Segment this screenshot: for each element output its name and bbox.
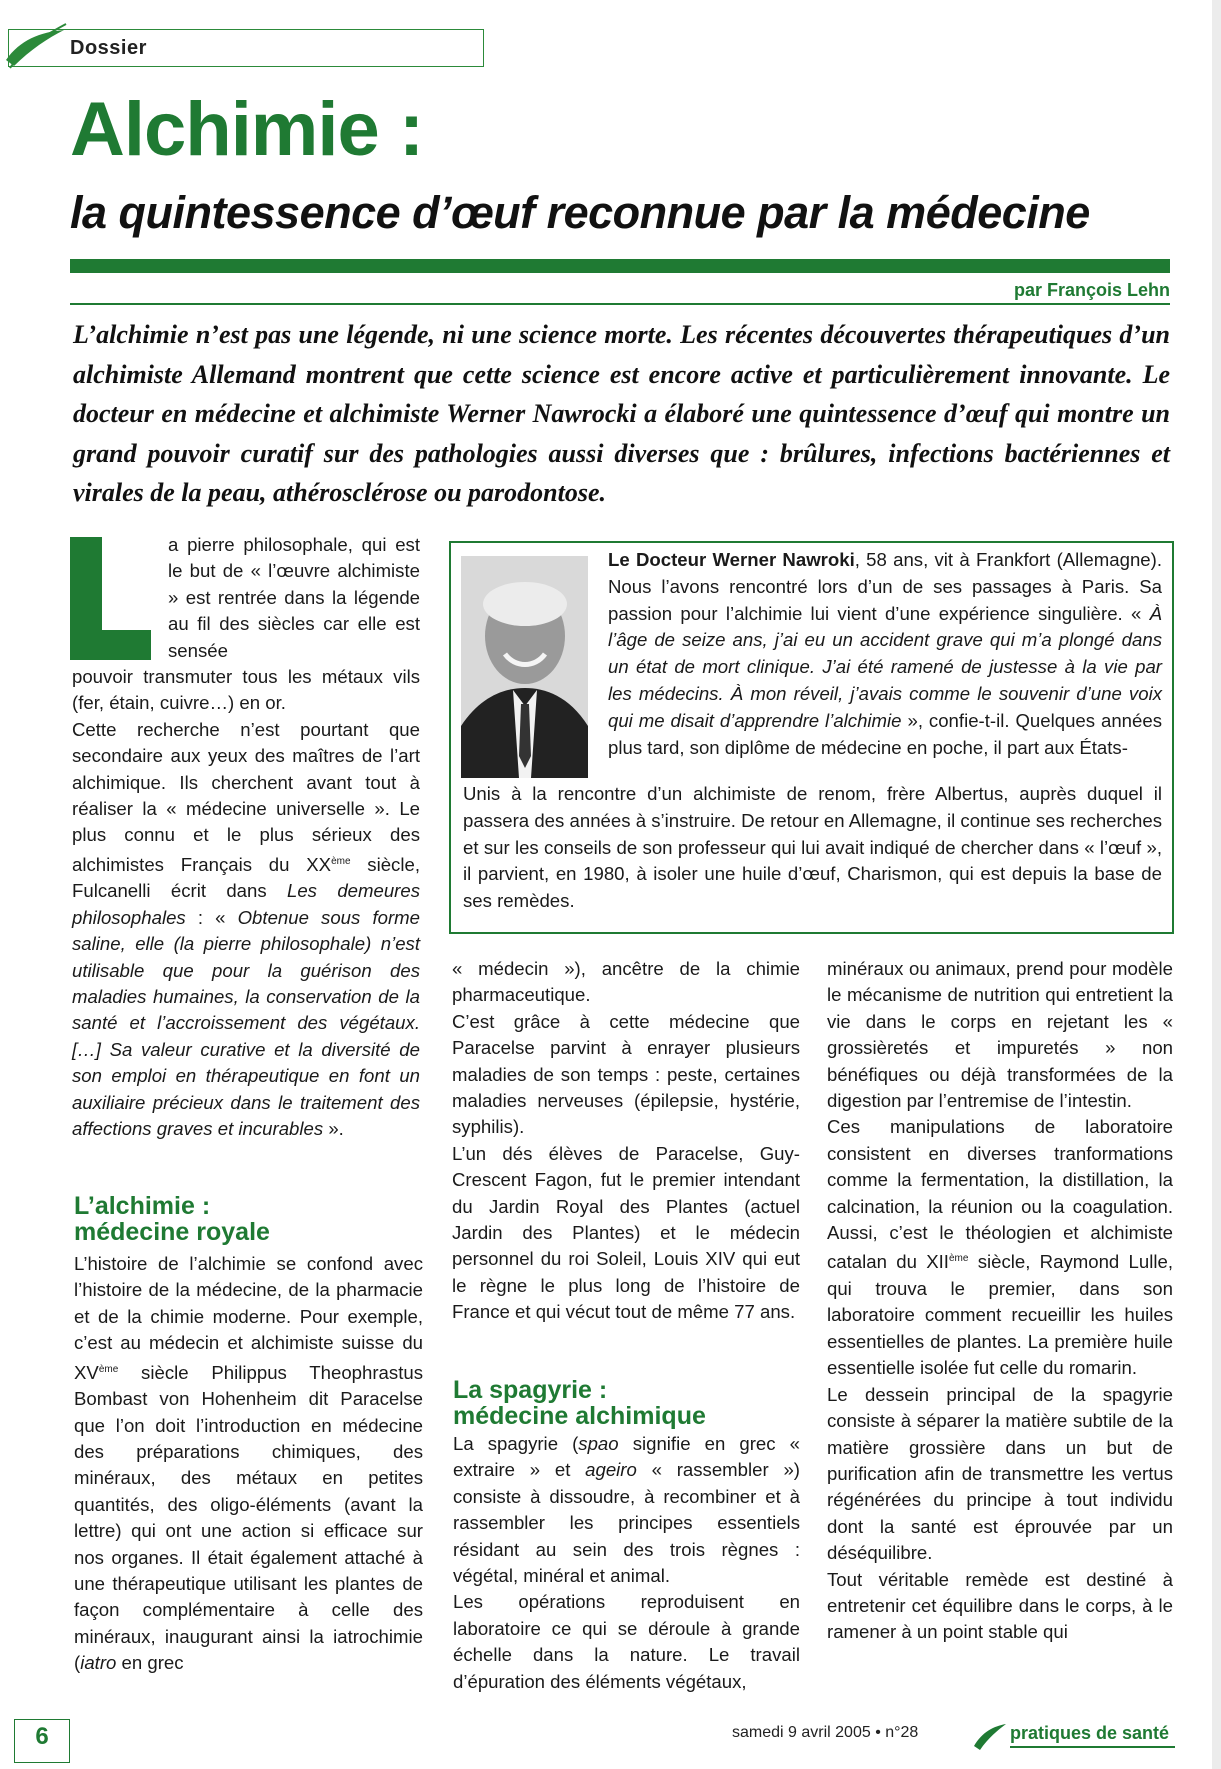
title-rule [70,259,1170,273]
section-heading [74,1193,270,1245]
col1-body [72,664,420,1143]
article-subtitle: la quintessence d’œuf reconnue par la médecine [70,187,1090,238]
text-run: siècle, Fulcanelli écrit dans [72,854,420,902]
portrait-photo [461,556,588,778]
intro-text: a pierre philosophale, qui est le but de « l’œuvre alchimiste » est rentrée dans la légende au fil des siècles car elle est sensée [168,534,420,661]
paragraph: pouvoir transmuter tous les métaux vils (fer, étain, cuivre…) en or. [72,666,420,714]
paragraph [74,1251,423,1677]
paragraph [827,1114,1173,1381]
text-run: « rassembler ») consiste à dissoudre, à recombiner et à rassembler les principes essentiels résidant au sein des trois règnes : végétal, minéral et animal. [453,1459,800,1587]
text-run: : « [185,906,238,928]
text-run: La spagyrie ( [453,1433,579,1454]
col3-body [827,956,1173,1646]
drop-cap [70,537,151,660]
portrait-image [461,556,588,778]
paragraph [72,717,420,1143]
col2-body [452,956,800,1326]
section-heading [453,1377,706,1429]
col2-section [453,1431,800,1695]
byline-rule [70,303,1170,305]
text-run: siècle Philippus Theophrastus Bombast von Hohenheim dit Paracelse que l’on doit l’introduction en médecine des préparations chimiques, des minéraux, des métaux en petites quantités, des oligo-éléments (avant la lettre) qui ont une action si efficace sur nos organes. Il était également attaché à une thérapeutique utilisant les plantes de façon complémentaire à celle des minéraux, inaugurant ainsi la iatrochimie ( [74,1361,423,1674]
quote: Obtenue sous forme saline, elle (la pierre philosophale) n’est utilisable que pour la guérison des maladies humaines, la conservation de la santé et l’accroissement des végétaux. […] Sa valeur curative et la diversité de son emploi en thérapeutique en font un auxiliaire précieux dans le traitement des affections graves et incurables [72,906,420,1140]
brand-leaf-icon [972,1716,1008,1752]
paragraph: Les opérations reproduisent en laboratoire ce qui se déroule à grande échelle dans la nature. Le travail d’épuration des éléments végétaux, [453,1591,800,1692]
text-run: Ces manipulations de laboratoire consistent en diverses tranformations comme la fermentation, la distillation, la calcination, la réunion ou la coagulation. Aussi, c’est le théologien et alchimiste catalan du XII [827,1116,1173,1273]
lede-paragraph: L’alchimie n’est pas une légende, ni une science morte. Les récentes découvertes thérapeutiques d’un alchimiste Allemand montrent que cette science est encore active et particulièrement innovante. Le docteur en médecine et alchimiste Werner Nawrocki a élaboré une quintessence d’œuf qui montre un grand pouvoir curatif sur des pathologies aussi diverses que : brûlures, infections bactériennes et virales de la peau, athérosclérose ou parodontose. [73,320,1170,507]
page-edge [1212,0,1221,1769]
issue-date: samedi 9 avril 2005 • n°28 [732,1724,919,1741]
text-run: , 58 ans, vit à Frankfort (Allemagne). Nous l’avons rencontré lors d’un de ses passages à Paris. Sa passion pour l’alchimie lui vient d’une expérience singulière. « [608,549,1162,624]
heading-line: La spagyrie : [453,1376,608,1404]
drop-cap-glyph [70,537,151,660]
term: spao [578,1433,619,1454]
paragraph [453,1431,800,1589]
col1-intro [168,532,420,664]
heading-line: médecine royale [74,1218,270,1246]
paragraph: Le dessein principal de la spagyrie consiste à séparer la matière subtile de la matière grossière dans un but de purification afin de transmettre les vertus régénérées du principe à tout individu dont la santé est éprouvée par un déséquilibre. [827,1383,1173,1564]
text-run: ». [323,1118,344,1140]
text-run: en grec [116,1652,184,1674]
box-text-top [608,547,1162,761]
magazine-brand: pratiques de santé [1010,1723,1170,1743]
paragraph: C’est grâce à cette médecine que Paracelse parvint à enrayer plusieurs maladies de son temps : peste, certaines maladies nerveuses (épilepsie, hystérie, syphilis). [452,1010,800,1138]
section-label: Dossier [70,37,147,59]
heading-line: L’alchimie : [74,1192,211,1220]
paragraph: Tout véritable remède est destiné à entretenir cet équilibre dans le corps, à le ramener à un point stable qui [827,1568,1173,1643]
paragraph: « médecin »), ancêtre de la chimie pharmaceutique. [452,958,800,1006]
superscript: ème [331,855,351,867]
superscript: ème [98,1363,119,1375]
profile-name: Le Docteur Werner Nawroki [608,549,855,570]
book-title: Les demeures philosophales [72,880,420,928]
term: ageiro [585,1459,637,1481]
text-run: siècle, Raymond Lulle, qui trouva le premier, dans son laboratoire comment recueillir les huiles essentielles de plantes. La première huile essentielle isolée fut celle du romarin. [827,1251,1173,1379]
col1-section [74,1251,423,1677]
text-run: L’histoire de l’alchimie se confond avec l’histoire de la médecine, de la pharmacie et de la chimie moderne. Pour exemple, c’est au médecin et alchimiste suisse du XV [74,1253,423,1383]
text-run: », confie-t-il. Quelques années plus tard, son diplôme de médecine en poche, il part aux États- [608,709,1162,758]
term: iatro [80,1652,117,1674]
heading-line: médecine alchimique [453,1402,706,1430]
text-run: Cette recherche n’est pourtant que secondaire aux yeux des maîtres de l’art alchimique. Ils cherchent avant tout à réaliser la « médecine universelle ». Le plus connu et le plus sérieux des alchimistes Français du XX [72,718,420,876]
box-text-bottom: Unis à la rencontre d’un alchimiste de renom, frère Albertus, auprès duquel il passera des années à s’instruire. De retour en Allemagne, il continue ses recherches et sur les conseils de son professeur qui lui avait indiqué de chercher dans « l’œuf », il parvient, en 1980, à isoler une huile d’œuf, Charismon, qui est depuis la base de ses remèdes. [463,783,1162,912]
quote: À l’âge de seize ans, j’ai eu un accident grave qui m’a plongé dans un état de mort clinique. J’ai été ramené de justesse à la vie par les médecins. À mon réveil, j’avais comme le souvenir d’une voix qui me disait d’apprendre l’alchimie [608,602,1162,731]
article-title: Alchimie : [70,87,424,172]
paragraph: minéraux ou animaux, prend pour modèle le mécanisme de nutrition qui entretient la vie dans le corps en rejetant les « grossièretés et impuretés » non bénéfiques ou déjà transformées de la digestion par l’entremise de l’intestin. [827,958,1173,1112]
byline: par François Lehn [1013,280,1170,300]
superscript: ème [948,1253,969,1265]
brand-rule [1010,1746,1175,1748]
text-run: signifie en grec « extraire » et [453,1433,800,1481]
page-number: 6 [35,1723,49,1750]
paragraph: L’un dés élèves de Paracelse, Guy-Crescent Fagon, fut le premier intendant du Jardin Royal des Plantes (actuel Jardin des Plantes) et le médecin personnel du roi Soleil, Louis XIV qui eut le règne le plus long de l’histoire de France et qui vécut tout de même 77 ans. [452,1142,800,1323]
